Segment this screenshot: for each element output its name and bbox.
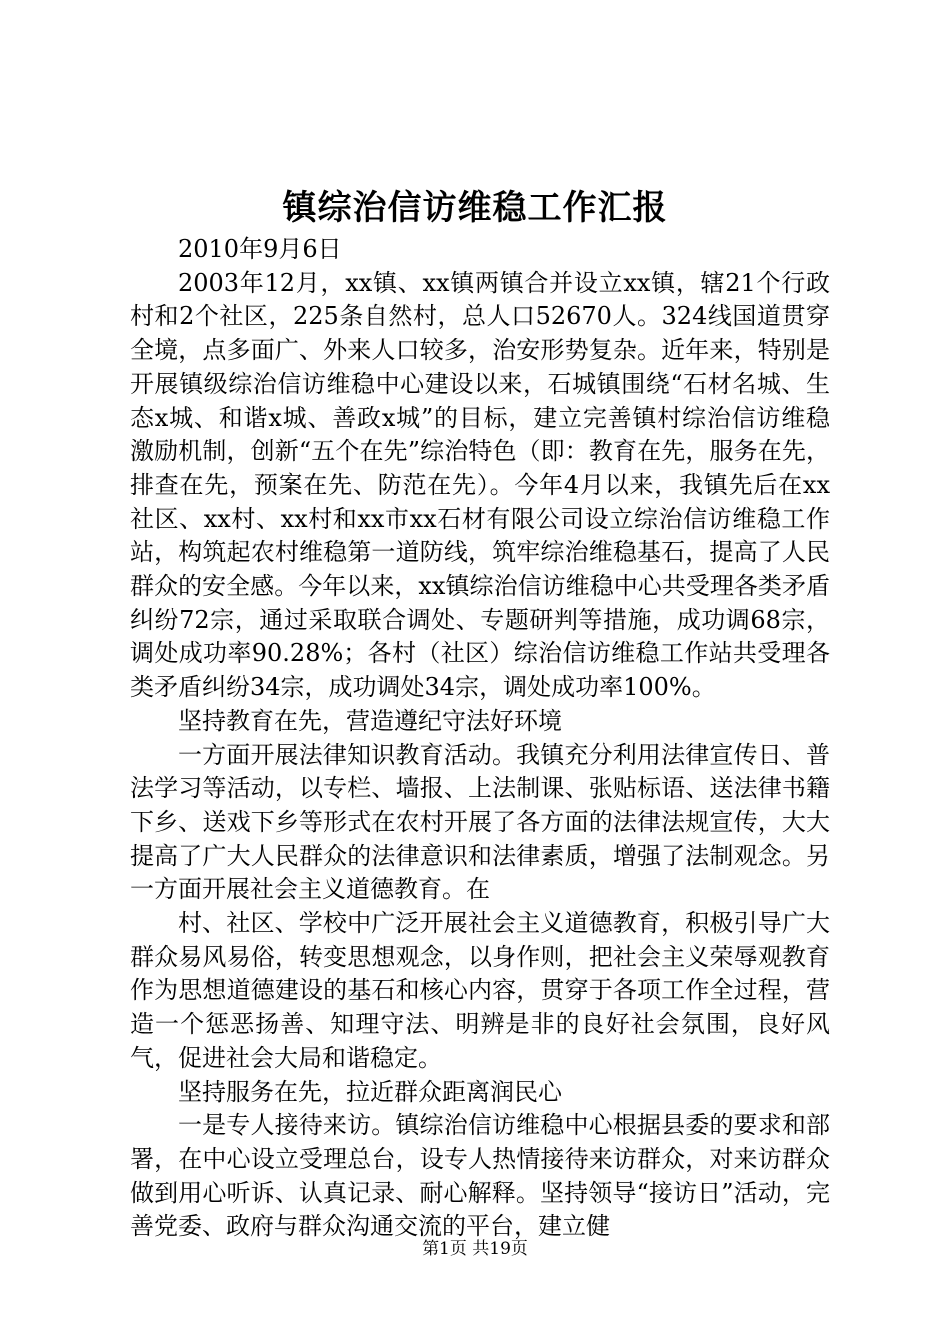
section-heading-service: 坚持服务在先，拉近群众距离润民心: [178, 1077, 562, 1106]
section-heading-education: 坚持教育在先，营造遵纪守法好环境: [178, 706, 562, 735]
paragraph-education-2: 村、社区、学校中广泛开展社会主义道德教育，积极引导广大群众易风易俗，转变思想观念，以身作则，把社会主义荣辱观教育作为思想道德建设的基石和核心内容，贯穿于各项工作全过程，营造一个惩恶扬善、知理守法、明辨是非的良好社会氛围，良好风气，促进社会大局和谐稳定。: [130, 909, 830, 1072]
paragraph-intro: 2003年12月，xx镇、xx镇两镇合并设立xx镇，辖21个行政村和2个社区，225条自然村，总人口52670人。324线国道贯穿全境，点多面广、外来人口较多，治安形势复杂。近年来，特别是开展镇级综治信访维稳中心建设以来，石城镇围绕“石材名城、生态x城、和谐x城、善政x城”的目标，建立完善镇村综治信访维稳激励机制，创新“五个在先”综治特色（即：教育在先，服务在先，排查在先，预案在先、防范在先）。今年4月以来，我镇先后在xx社区、xx村、xx村和xx市xx石材有限公司设立综治信访维稳工作站，构筑起农村维稳第一道防线，筑牢综治维稳基石，提高了人民群众的安全感。今年以来，xx镇综治信访维稳中心共受理各类矛盾纠纷72宗，通过采取联合调处、专题研判等措施，成功调68宗，调处成功率90.28%；各村（社区）综治信访维稳工作站共受理各类矛盾纠纷34宗，成功调处34宗，调处成功率100%。: [130, 268, 830, 702]
document-title: 镇综治信访维稳工作汇报: [282, 188, 668, 228]
paragraph-service-1: 一是专人接待来访。镇综治信访维稳中心根据县委的要求和部署，在中心设立受理总台，设专人热情接待来访群众，对来访群众做到用心听诉、认真记录、耐心解释。坚持领导“接访日”活动，完善党委、政府与群众沟通交流的平台，建立健: [130, 1111, 830, 1241]
page-footer: 第1页 共19页: [422, 1239, 528, 1259]
date-line: 2010年9月6日: [178, 235, 342, 263]
document-body: [130, 233, 830, 1244]
paragraph-education-1: 一方面开展法律知识教育活动。我镇充分利用法律宣传日、普法学习等活动，以专栏、墙报、上法制课、张贴标语、送法律书籍下乡、送戏下乡等形式在农村开展了各方面的法律法规宣传，大大提高了广大人民群众的法律意识和法律素质，增强了法制观念。另一方面开展社会主义道德教育。在: [130, 740, 830, 904]
